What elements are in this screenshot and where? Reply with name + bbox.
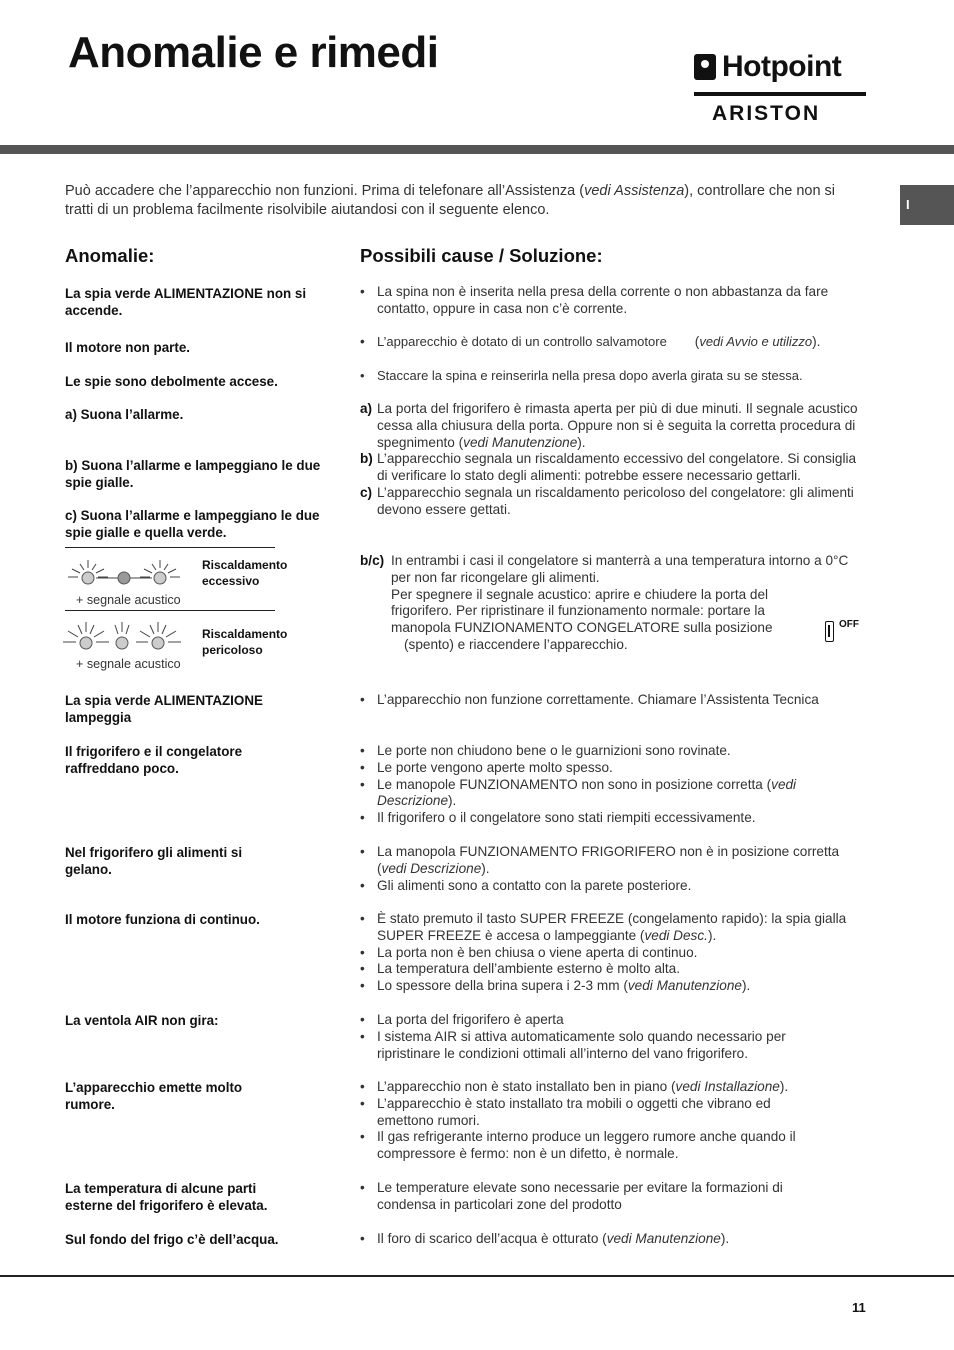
brand-name-top: Hotpoint	[722, 50, 842, 83]
cause-noise: • L’apparecchio non è stato installato ben in piano (vedi Installazione). • L’apparecchio è stato installato tra mobili o oggetti che vibrano ed emettono rumori. • Il gas refrigerante interno produce un leggero rumore anche quando il compressore è fermo: non è un difetto, è normale.	[360, 1079, 870, 1163]
diagram-rule-middle	[65, 610, 275, 611]
anomaly-air-fan: La ventola AIR non gira:	[65, 1013, 219, 1028]
anomaly-external-temperature: La temperatura di alcune parti esterne del frigorifero è elevata.	[65, 1181, 268, 1213]
cause-motor-not-starting: • L’apparecchio è dotato di un controllo salvamotore (vedi Avvio e utilizzo).	[360, 334, 870, 351]
anomaly-motor-continuous: Il motore funziona di continuo.	[65, 912, 260, 927]
cause-motor-continuous: • È stato premuto il tasto SUPER FREEZE (congelamento rapido): la spia gialla SUPER FREEZE è accesa o lampeggiante (vedi Desc.). • La porta non è ben chiusa o viene aperta di continuo. • La temperatura dell’ambiente esterno è molto alta. • Lo spessore della brina supera i 2-3 mm (vedi Manutenzione).	[360, 911, 870, 995]
cause-air-fan: • La porta del frigorifero è aperta • I sistema AIR si attiva automaticamente solo quando necessario per ripristinare le condizioni ottimali all’interno del vano frigorifero.	[360, 1012, 870, 1062]
anomaly-power-light: La spia verde ALIMENTAZIONE non si accende.	[65, 286, 307, 318]
cause-water-bottom: • Il foro di scarico dell’acqua è otturato (vedi Manutenzione).	[360, 1231, 870, 1248]
hotpoint-mark-icon	[694, 54, 716, 80]
cause-dim-lights: • Staccare la spina e reinserirla nella presa dopo averla girata su se stessa.	[360, 368, 870, 385]
brand-logo	[694, 50, 868, 130]
excessive-heating-lamps-icon	[64, 556, 192, 590]
acoustic-signal-label-1: + segnale acustico	[76, 593, 181, 607]
page-number: 11	[852, 1300, 866, 1315]
anomaly-dim-lights: Le spie sono debolmente accese.	[65, 374, 278, 389]
anomaly-food-freezing: Nel frigorifero gli alimenti si gelano.	[65, 845, 243, 877]
solutions-heading: Possibili cause / Soluzione:	[360, 245, 603, 266]
dangerous-heating-lamps-icon	[58, 619, 188, 657]
cause-alarms-bc: b/c) In entrambi i casi il congelatore si manterrà a una temperatura intorno a 0°C per non far ricongelare gli alimenti. Per spegnere il segnale acustico: aprire e chiudere la porta del frigorifero. Per ripristinare il funzionamento normale: portare la manopola FUNZIONAMENTO CONGELATORE sulla posizione (spento) e riaccendere l’apparecchio.	[360, 553, 849, 652]
cause-power-light-blinking: • L’apparecchio non funzione correttamente. Chiamare l’Assistenta Tecnica	[360, 692, 870, 709]
diagram-rule-top	[65, 547, 275, 548]
lamp-label-excessive: Riscaldamento eccessivo	[202, 558, 288, 588]
anomaly-power-light-blinking: La spia verde ALIMENTAZIONE lampeggia	[65, 693, 263, 725]
footer-rule	[0, 1275, 954, 1277]
anomaly-alarm-a: a) Suona l’allarme.	[65, 407, 184, 422]
anomaly-alarm-c: c) Suona l’allarme e lampeggiano le due spie gialle e quella verde.	[65, 508, 320, 540]
cause-external-temperature: • Le temperature elevate sono necessarie per evitare la formazioni di condensa in particolari zone del prodotto	[360, 1180, 870, 1214]
cause-power-light: • La spina non è inserita nella presa della corrente o non abbastanza da fare contatto, oppure in casa non c’è corrente.	[360, 284, 870, 318]
cause-alarms: a) La porta del frigorifero è rimasta aperta per più di due minuti. Il segnale acustico cessa alla chiusura della porta. Oppure non si è seguita la corretta procedura di spegnimento (vedi Manutenzione). b) L’apparecchio segnala un riscaldamento eccessivo del congelatore. Si consiglia di verificare lo stato degli alimenti: potrebbe essere necessario gettarli. c) L’apparecchio segnala un riscaldamento pericoloso del congelatore: gli alimenti devono essere gettati.	[360, 401, 858, 517]
intro-paragraph: Può accadere che l’apparecchio non funzioni. Prima di telefonare all’Assistenza (vedi Assistenza), controllare che non si tratti di un problema facilmente risolvibile aiutandosi con il seguente elenco.	[65, 183, 836, 218]
brand-name-bottom: ARISTON	[712, 102, 821, 125]
header-bar	[0, 145, 954, 154]
anomaly-water-bottom: Sul fondo del frigo c’è dell’acqua.	[65, 1232, 279, 1247]
page-title: Anomalie e rimedi	[68, 28, 439, 77]
acoustic-signal-label-2: + segnale acustico	[76, 657, 181, 671]
language-tab: I	[900, 185, 954, 225]
cause-poor-cooling: • Le porte non chiudono bene o le guarnizioni sono rovinate. • Le porte vengono aperte molto spesso. • Le manopole FUNZIONAMENTO non sono in posizione corretta (vedi Descrizione). • Il frigorifero o il congelatore sono stati riempiti eccessivamente.	[360, 743, 870, 827]
off-label: OFF	[839, 619, 859, 630]
lamp-label-dangerous: Riscaldamento pericoloso	[202, 627, 288, 657]
intro-reference: vedi Assistenza	[584, 183, 685, 199]
anomaly-motor-not-starting: Il motore non parte.	[65, 340, 190, 355]
knob-off-position-icon	[825, 621, 834, 642]
cause-food-freezing: • La manopola FUNZIONAMENTO FRIGORIFERO non è in posizione corretta (vedi Descrizione). • Gli alimenti sono a contatto con la parete posteriore.	[360, 844, 870, 894]
anomaly-alarm-b: b) Suona l’allarme e lampeggiano le due spie gialle.	[65, 458, 321, 490]
logo-divider	[694, 92, 866, 96]
anomaly-poor-cooling: Il frigorifero e il congelatore raffreddano poco.	[65, 744, 243, 776]
anomaly-noise: L’apparecchio emette molto rumore.	[65, 1080, 243, 1112]
anomalies-heading: Anomalie:	[65, 245, 155, 266]
